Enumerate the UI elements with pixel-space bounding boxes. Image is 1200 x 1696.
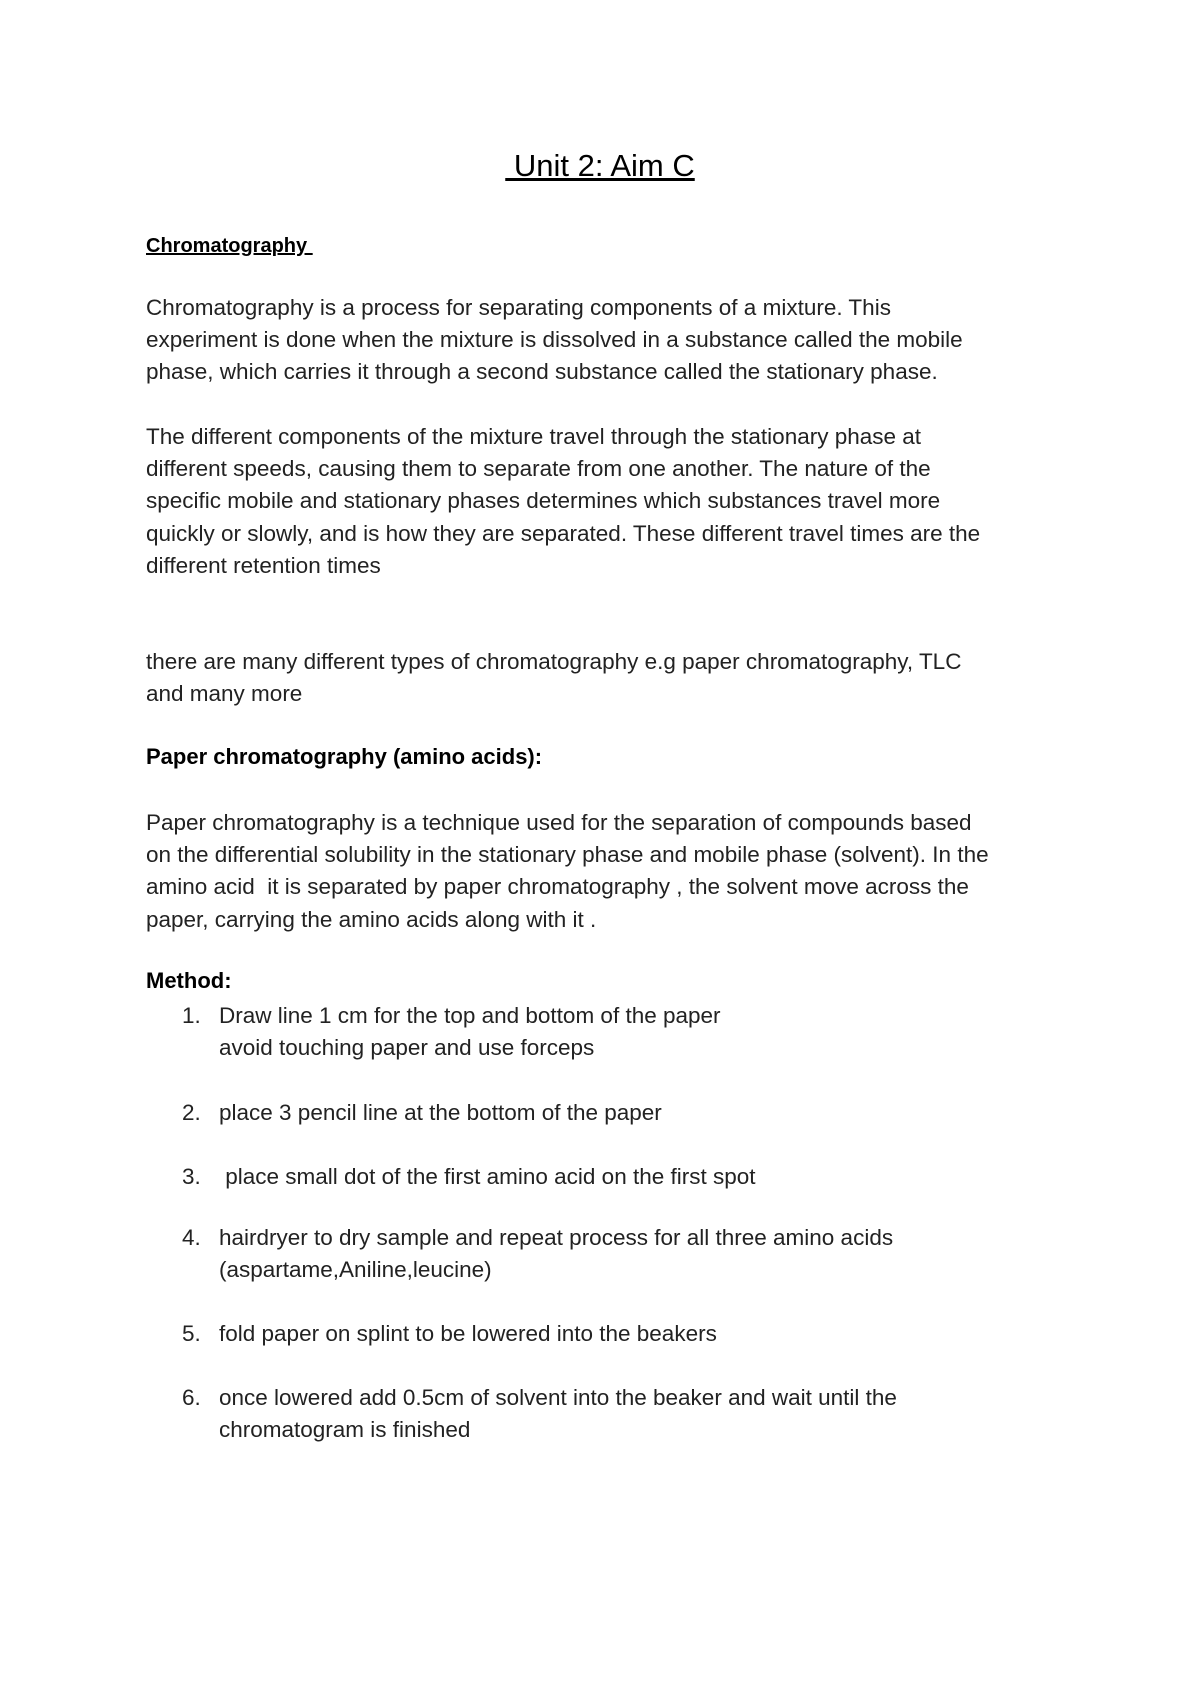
paragraph-line: phase, which carries it through a second substance called the stationary phase. <box>146 359 938 385</box>
paragraph-line: amino acid it is separated by paper chromatography , the solvent move across the <box>146 874 969 900</box>
step-line: once lowered add 0.5cm of solvent into the beaker and wait until the <box>219 1385 897 1410</box>
step-number: 1. <box>182 1003 201 1028</box>
step-number: 6. <box>182 1385 201 1410</box>
paragraph-line: experiment is done when the mixture is dissolved in a substance called the mobile <box>146 327 963 353</box>
step-number: 4. <box>182 1225 201 1250</box>
step-line: avoid touching paper and use forceps <box>219 1035 595 1061</box>
document-title: Unit 2: Aim C <box>505 148 695 183</box>
paragraph-paper-chromatography <box>146 807 1066 936</box>
step-text <box>219 1318 1059 1350</box>
section-heading-chromatography: Chromatography <box>146 235 313 257</box>
paragraph-types-of-chromatography <box>146 646 1066 710</box>
paragraph-line: specific mobile and stationary phases determines which substances travel more <box>146 488 941 514</box>
step-line: (aspartame,Aniline,leucine) <box>219 1257 492 1283</box>
step-number: 3. <box>182 1164 201 1189</box>
paragraph-line: on the differential solubility in the stationary phase and mobile phase (solvent). In the <box>146 842 989 868</box>
paragraph-chromatography-definition <box>146 292 1066 389</box>
step-text <box>219 1097 1059 1129</box>
paragraph-line: Paper chromatography is a technique used for the separation of compounds based <box>146 810 972 835</box>
step-text <box>219 1161 1059 1193</box>
paragraph-line: paper, carrying the amino acids along with it . <box>146 906 597 932</box>
paragraph-line: Chromatography is a process for separating components of a mixture. This <box>146 295 891 320</box>
paragraph-line: different retention times <box>146 552 381 578</box>
paragraph-line: different speeds, causing them to separate from one another. The nature of the <box>146 456 931 482</box>
step-number: 5. <box>182 1321 201 1346</box>
step-line: Draw line 1 cm for the top and bottom of the paper <box>219 1003 721 1028</box>
paragraph-line: and many more <box>146 681 303 707</box>
step-line: place small dot of the first amino acid on the first spot <box>219 1164 756 1189</box>
step-line: chromatogram is finished <box>219 1417 471 1443</box>
paragraph-line: The different components of the mixture travel through the stationary phase at <box>146 424 922 449</box>
step-line: fold paper on splint to be lowered into the beakers <box>219 1321 717 1346</box>
section-heading-paper-chromatography: Paper chromatography (amino acids): <box>146 744 543 769</box>
step-line: place 3 pencil line at the bottom of the paper <box>219 1100 662 1125</box>
step-text <box>219 1222 1059 1286</box>
paragraph-line: quickly or slowly, and is how they are separated. These different travel times are the <box>146 520 981 546</box>
step-number: 2. <box>182 1100 201 1125</box>
step-line: hairdryer to dry sample and repeat process for all three amino acids <box>219 1225 894 1250</box>
section-heading-method: Method: <box>146 968 232 993</box>
step-text <box>219 1382 1059 1446</box>
paragraph-line: there are many different types of chromatography e.g paper chromatography, TLC <box>146 649 962 674</box>
paragraph-components-travel <box>146 421 1066 582</box>
step-text <box>219 1000 1059 1064</box>
